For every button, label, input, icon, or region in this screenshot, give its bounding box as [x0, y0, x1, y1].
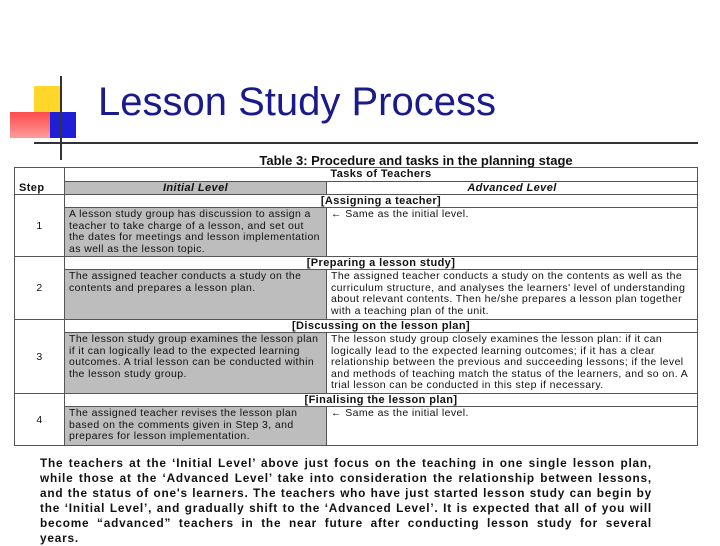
phase-row [15, 195, 698, 208]
phase-row [15, 257, 698, 270]
phase-row [15, 394, 698, 407]
table-row [15, 407, 698, 446]
initial-level-cell: The assigned teacher conducts a study on the contents and prepares a lesson plan. [65, 270, 327, 320]
advanced-level-cell: The assigned teacher conducts a study on the contents as well as the curriculum structure, and analyses the learners' level of understanding about relevant contents. Then he/she prepares a lesson plan together with a teaching plan of the unit. [327, 270, 698, 320]
step-number: 4 [36, 413, 43, 426]
advanced-level-cell: ← Same as the initial level. [327, 208, 698, 257]
table-row [15, 270, 698, 320]
phase-label: [Assigning a teacher] [65, 195, 698, 208]
step-header: Step [15, 168, 65, 195]
procedure-table-container [14, 154, 698, 446]
advanced-level-cell: The lesson study group closely examines the lesson plan: if it can logically lead to the expected learning outcomes; if it has a clear relationship between the previous and succeeding lessons; if the level and methods of teaching match the status of the learners, and so on. A trial lesson can be conducted in this step if necessary. [327, 333, 698, 394]
table-subheader-row [15, 182, 698, 195]
initial-level-cell: The lesson study group examines the lesson plan if it can logically lead to the expected learning outcomes. A trial lesson can be conducted within the lesson study group. [65, 333, 327, 394]
step-cell [15, 195, 65, 257]
initial-level-header: Initial Level [65, 182, 327, 195]
step-cell [15, 320, 65, 394]
procedure-table [14, 167, 698, 446]
phase-label: [Discussing on the lesson plan] [65, 320, 698, 333]
table-caption: Table 3: Procedure and tasks in the planning stage [259, 153, 573, 168]
decor-horizontal-line [34, 142, 698, 144]
step-cell [15, 257, 65, 320]
phase-label: [Preparing a lesson study] [65, 257, 698, 270]
step-number: 3 [36, 350, 43, 363]
step-cell [15, 394, 65, 446]
table-row [15, 208, 698, 257]
phase-label: [Finalising the lesson plan] [65, 394, 698, 407]
advanced-level-cell: ← Same as the initial level. [327, 407, 698, 446]
table-row [15, 333, 698, 394]
decor-blue-square [50, 112, 76, 138]
table-header-row [15, 168, 698, 182]
initial-level-cell: A lesson study group has discussion to assign a teacher to take charge of a lesson, and set out the dates for meetings and lesson implementation as well as the lesson topic. [65, 208, 327, 257]
tasks-header: Tasks of Teachers [65, 168, 698, 182]
step-number: 1 [36, 219, 43, 232]
advanced-level-header: Advanced Level [327, 182, 698, 195]
phase-row [15, 320, 698, 333]
step-number: 2 [36, 282, 43, 294]
initial-level-cell: The assigned teacher revises the lesson plan based on the comments given in Step 3, and prepares for lesson implementation. [65, 407, 327, 446]
summary-paragraph: The teachers at the ‘Initial Level’ above just focus on the teaching in one single lesson plan, while those at the ‘Advanced Level’ take into consideration the relationship between lessons, and the status of one's learners. The teachers who have just started lesson study can begin by the ‘Initial Level’, and gradually shift to the ‘Advanced Level’. It is expected that all of you will become “advanced” teachers in the near future after conducting lesson study for several years. [40, 456, 652, 545]
decor-vertical-line [60, 76, 62, 160]
slide-title: Lesson Study Process [98, 80, 496, 124]
